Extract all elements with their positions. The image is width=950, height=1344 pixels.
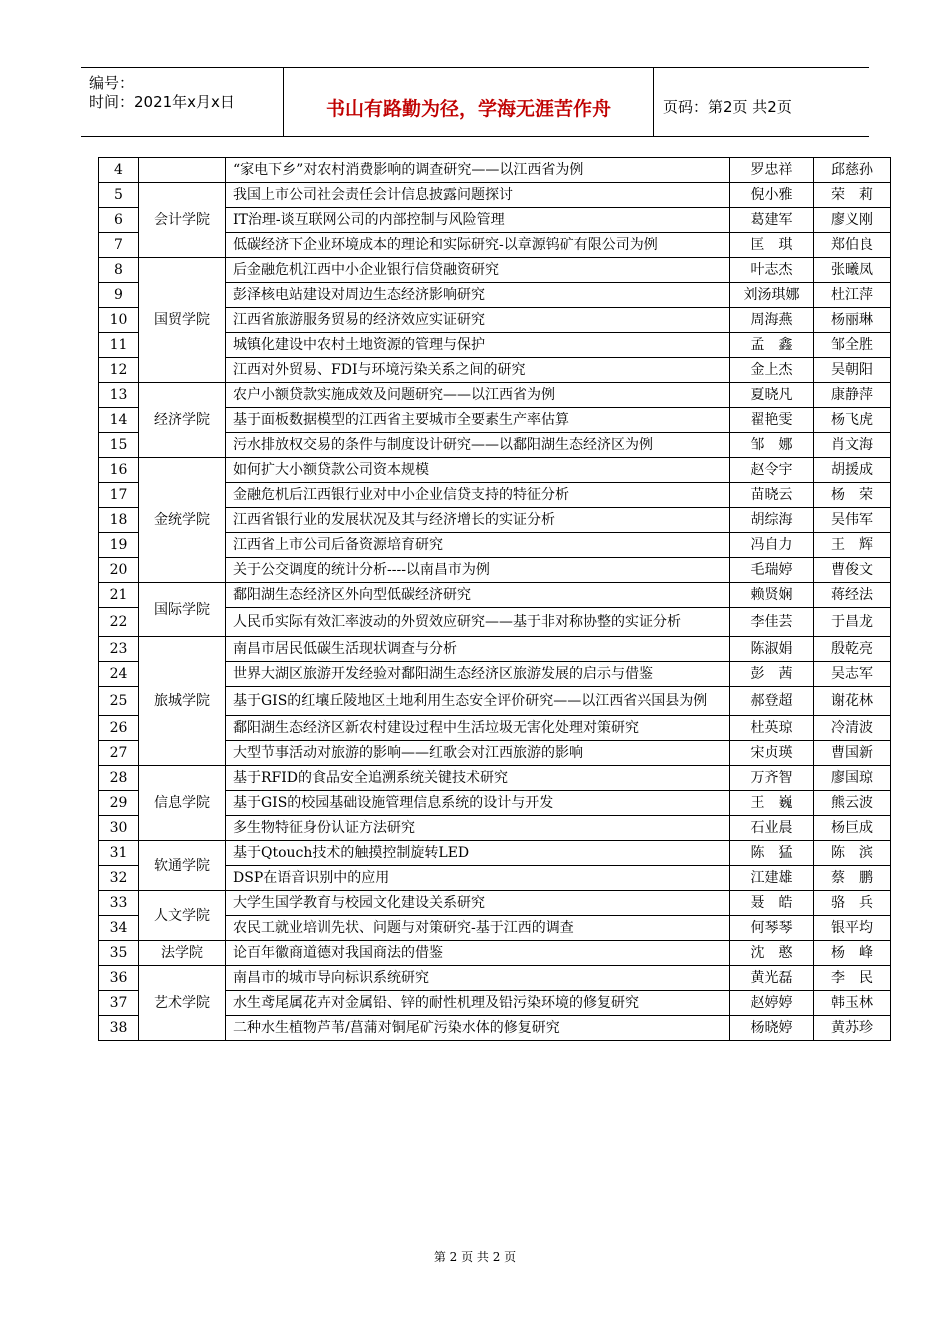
student-name: 孟 鑫	[730, 333, 814, 358]
row-number: 27	[99, 741, 139, 766]
advisor-name: 殷乾亮	[814, 637, 891, 662]
table-row	[99, 583, 891, 608]
thesis-title: “家电下乡”对农村消费影响的调查研究——以江西省为例	[226, 158, 730, 183]
advisor-name: 杨飞虎	[814, 408, 891, 433]
college-name: 法学院	[139, 941, 226, 966]
row-number: 17	[99, 483, 139, 508]
college-name: 国际学院	[139, 583, 226, 637]
thesis-title: IT治理-谈互联网公司的内部控制与风险管理	[226, 208, 730, 233]
advisor-name: 银平均	[814, 916, 891, 941]
table-row	[99, 183, 891, 208]
row-number: 20	[99, 558, 139, 583]
row-number: 35	[99, 941, 139, 966]
row-number: 11	[99, 333, 139, 358]
row-number: 16	[99, 458, 139, 483]
student-name: 毛瑞婷	[730, 558, 814, 583]
thesis-title: 关于公交调度的统计分析----以南昌市为例	[226, 558, 730, 583]
thesis-title: 彭泽核电站建设对周边生态经济影响研究	[226, 283, 730, 308]
advisor-name: 肖文海	[814, 433, 891, 458]
table-row	[99, 458, 891, 483]
thesis-title: 鄱阳湖生态经济区外向型低碳经济研究	[226, 583, 730, 608]
student-name: 金上杰	[730, 358, 814, 383]
student-name: 苗晓云	[730, 483, 814, 508]
advisor-name: 杨丽琳	[814, 308, 891, 333]
college-name: 信息学院	[139, 766, 226, 841]
college-name: 人文学院	[139, 891, 226, 941]
row-number: 8	[99, 258, 139, 283]
thesis-title: 鄱阳湖生态经济区新农村建设过程中生活垃圾无害化处理对策研究	[226, 716, 730, 741]
header-info-cell	[81, 68, 283, 136]
advisor-name: 吴朝阳	[814, 358, 891, 383]
row-number: 21	[99, 583, 139, 608]
advisor-name: 廖义刚	[814, 208, 891, 233]
advisor-name: 骆 兵	[814, 891, 891, 916]
page-footer: 第 2 页 共 2 页	[433, 1250, 517, 1264]
student-name: 罗忠祥	[730, 158, 814, 183]
row-number: 34	[99, 916, 139, 941]
advisor-name: 蒋经法	[814, 583, 891, 608]
row-number: 33	[99, 891, 139, 916]
thesis-table	[98, 157, 891, 1041]
row-number: 29	[99, 791, 139, 816]
table-row	[99, 258, 891, 283]
row-number: 4	[99, 158, 139, 183]
table-row	[99, 941, 891, 966]
thesis-title: 南昌市居民低碳生活现状调查与分析	[226, 637, 730, 662]
advisor-name: 荣 莉	[814, 183, 891, 208]
student-name: 黄光磊	[730, 966, 814, 991]
advisor-name: 曹俊文	[814, 558, 891, 583]
thesis-title: 低碳经济下企业环境成本的理论和实际研究-以章源钨矿有限公司为例	[226, 233, 730, 258]
student-name: 刘汤琪娜	[730, 283, 814, 308]
student-name: 胡综海	[730, 508, 814, 533]
thesis-title: 基于Qtouch技术的触摸控制旋转LED	[226, 841, 730, 866]
student-name: 江建雄	[730, 866, 814, 891]
table-row	[99, 966, 891, 991]
advisor-name: 张曦凤	[814, 258, 891, 283]
row-number: 28	[99, 766, 139, 791]
row-number: 30	[99, 816, 139, 841]
student-name: 周海燕	[730, 308, 814, 333]
thesis-title: 如何扩大小额贷款公司资本规模	[226, 458, 730, 483]
college-name: 国贸学院	[139, 258, 226, 383]
student-name: 匡 琪	[730, 233, 814, 258]
student-name: 翟艳雯	[730, 408, 814, 433]
student-name: 何琴琴	[730, 916, 814, 941]
thesis-title: 论百年徽商道德对我国商法的借鉴	[226, 941, 730, 966]
row-number: 14	[99, 408, 139, 433]
thesis-title: 污水排放权交易的条件与制度设计研究——以鄱阳湖生态经济区为例	[226, 433, 730, 458]
page-header	[81, 67, 869, 137]
advisor-name: 吴志军	[814, 662, 891, 687]
thesis-title: 基于面板数据模型的江西省主要城市全要素生产率估算	[226, 408, 730, 433]
row-number: 22	[99, 608, 139, 637]
advisor-name: 王 辉	[814, 533, 891, 558]
thesis-table-body	[99, 158, 891, 1041]
thesis-title: 人民币实际有效汇率波动的外贸效应研究——基于非对称协整的实证分析	[226, 608, 730, 637]
advisor-name: 廖国琼	[814, 766, 891, 791]
student-name: 邹 娜	[730, 433, 814, 458]
college-name	[139, 158, 226, 183]
student-name: 王 巍	[730, 791, 814, 816]
student-name: 沈 憨	[730, 941, 814, 966]
row-number: 24	[99, 662, 139, 687]
table-row	[99, 841, 891, 866]
thesis-title: 多生物特征身份认证方法研究	[226, 816, 730, 841]
student-name: 杜英琼	[730, 716, 814, 741]
student-name: 杨晓婷	[730, 1016, 814, 1041]
advisor-name: 蔡 鹏	[814, 866, 891, 891]
header-motto: 书山有路勤为径，学海无涯苦作舟	[325, 98, 611, 120]
student-name: 陈 猛	[730, 841, 814, 866]
thesis-title: DSP在语音识别中的应用	[226, 866, 730, 891]
student-name: 陈淑娟	[730, 637, 814, 662]
thesis-title: 南昌市的城市导向标识系统研究	[226, 966, 730, 991]
advisor-name: 陈 滨	[814, 841, 891, 866]
row-number: 7	[99, 233, 139, 258]
thesis-title: 江西对外贸易、FDI与环境污染关系之间的研究	[226, 358, 730, 383]
advisor-name: 胡援成	[814, 458, 891, 483]
thesis-title: 基于GIS的校园基础设施管理信息系统的设计与开发	[226, 791, 730, 816]
thesis-title: 我国上市公司社会责任会计信息披露问题探讨	[226, 183, 730, 208]
row-number: 18	[99, 508, 139, 533]
advisor-name: 熊云波	[814, 791, 891, 816]
thesis-title: 后金融危机江西中小企业银行信贷融资研究	[226, 258, 730, 283]
thesis-title: 水生鸢尾属花卉对金属铅、锌的耐性机理及铅污染环境的修复研究	[226, 991, 730, 1016]
row-number: 23	[99, 637, 139, 662]
advisor-name: 于昌龙	[814, 608, 891, 637]
thesis-title: 世界大湖区旅游开发经验对鄱阳湖生态经济区旅游发展的启示与借鉴	[226, 662, 730, 687]
student-name: 郝登超	[730, 687, 814, 716]
thesis-title: 农户小额贷款实施成效及问题研究——以江西省为例	[226, 383, 730, 408]
advisor-name: 康静萍	[814, 383, 891, 408]
table-row	[99, 891, 891, 916]
row-number: 19	[99, 533, 139, 558]
college-name: 会计学院	[139, 183, 226, 258]
advisor-name: 杨 峰	[814, 941, 891, 966]
row-number: 5	[99, 183, 139, 208]
advisor-name: 黄苏珍	[814, 1016, 891, 1041]
document-code-label: 编号：	[89, 74, 135, 92]
thesis-title: 大型节事活动对旅游的影响——红歌会对江西旅游的影响	[226, 741, 730, 766]
header-motto-cell	[283, 68, 654, 136]
table-row	[99, 766, 891, 791]
student-name: 倪小雅	[730, 183, 814, 208]
thesis-title: 江西省上市公司后备资源培育研究	[226, 533, 730, 558]
row-number: 32	[99, 866, 139, 891]
student-name: 葛建军	[730, 208, 814, 233]
student-name: 叶志杰	[730, 258, 814, 283]
row-number: 31	[99, 841, 139, 866]
advisor-name: 曹国新	[814, 741, 891, 766]
college-name: 金统学院	[139, 458, 226, 583]
student-name: 万齐智	[730, 766, 814, 791]
row-number: 37	[99, 991, 139, 1016]
advisor-name: 李 民	[814, 966, 891, 991]
college-name: 经济学院	[139, 383, 226, 458]
advisor-name: 吴伟军	[814, 508, 891, 533]
thesis-title: 城镇化建设中农村土地资源的管理与保护	[226, 333, 730, 358]
row-number: 25	[99, 687, 139, 716]
document-date-label: 时间：2021年x月x日	[89, 93, 235, 111]
advisor-name: 冷清波	[814, 716, 891, 741]
thesis-title: 江西省银行业的发展状况及其与经济增长的实证分析	[226, 508, 730, 533]
student-name: 石业晨	[730, 816, 814, 841]
advisor-name: 谢花林	[814, 687, 891, 716]
advisor-name: 杜江萍	[814, 283, 891, 308]
student-name: 赵令宇	[730, 458, 814, 483]
row-number: 26	[99, 716, 139, 741]
thesis-title: 基于GIS的红壤丘陵地区土地利用生态安全评价研究——以江西省兴国县为例	[226, 687, 730, 716]
row-number: 13	[99, 383, 139, 408]
header-page-number: 页码：第2页 共2页	[663, 98, 792, 116]
row-number: 36	[99, 966, 139, 991]
row-number: 15	[99, 433, 139, 458]
advisor-name: 邱慈孙	[814, 158, 891, 183]
college-name: 软通学院	[139, 841, 226, 891]
advisor-name: 韩玉林	[814, 991, 891, 1016]
table-row	[99, 158, 891, 183]
thesis-title: 二种水生植物芦苇/菖蒲对铜尾矿污染水体的修复研究	[226, 1016, 730, 1041]
college-name: 旅城学院	[139, 637, 226, 766]
row-number: 6	[99, 208, 139, 233]
row-number: 38	[99, 1016, 139, 1041]
student-name: 聂 皓	[730, 891, 814, 916]
advisor-name: 郑伯良	[814, 233, 891, 258]
row-number: 9	[99, 283, 139, 308]
advisor-name: 杨 荣	[814, 483, 891, 508]
student-name: 夏晓凡	[730, 383, 814, 408]
advisor-name: 邹全胜	[814, 333, 891, 358]
table-row	[99, 383, 891, 408]
student-name: 彭 茜	[730, 662, 814, 687]
thesis-title: 农民工就业培训先状、问题与对策研究-基于江西的调查	[226, 916, 730, 941]
college-name: 艺术学院	[139, 966, 226, 1041]
thesis-title: 江西省旅游服务贸易的经济效应实证研究	[226, 308, 730, 333]
thesis-title: 大学生国学教育与校园文化建设关系研究	[226, 891, 730, 916]
advisor-name: 杨巨成	[814, 816, 891, 841]
header-page-cell	[653, 68, 869, 136]
student-name: 李佳芸	[730, 608, 814, 637]
student-name: 赖贤娴	[730, 583, 814, 608]
row-number: 12	[99, 358, 139, 383]
student-name: 冯自力	[730, 533, 814, 558]
student-name: 宋贞瑛	[730, 741, 814, 766]
thesis-title: 金融危机后江西银行业对中小企业信贷支持的特征分析	[226, 483, 730, 508]
thesis-title: 基于RFID的食品安全追溯系统关键技术研究	[226, 766, 730, 791]
row-number: 10	[99, 308, 139, 333]
student-name: 赵婷婷	[730, 991, 814, 1016]
table-row	[99, 637, 891, 662]
